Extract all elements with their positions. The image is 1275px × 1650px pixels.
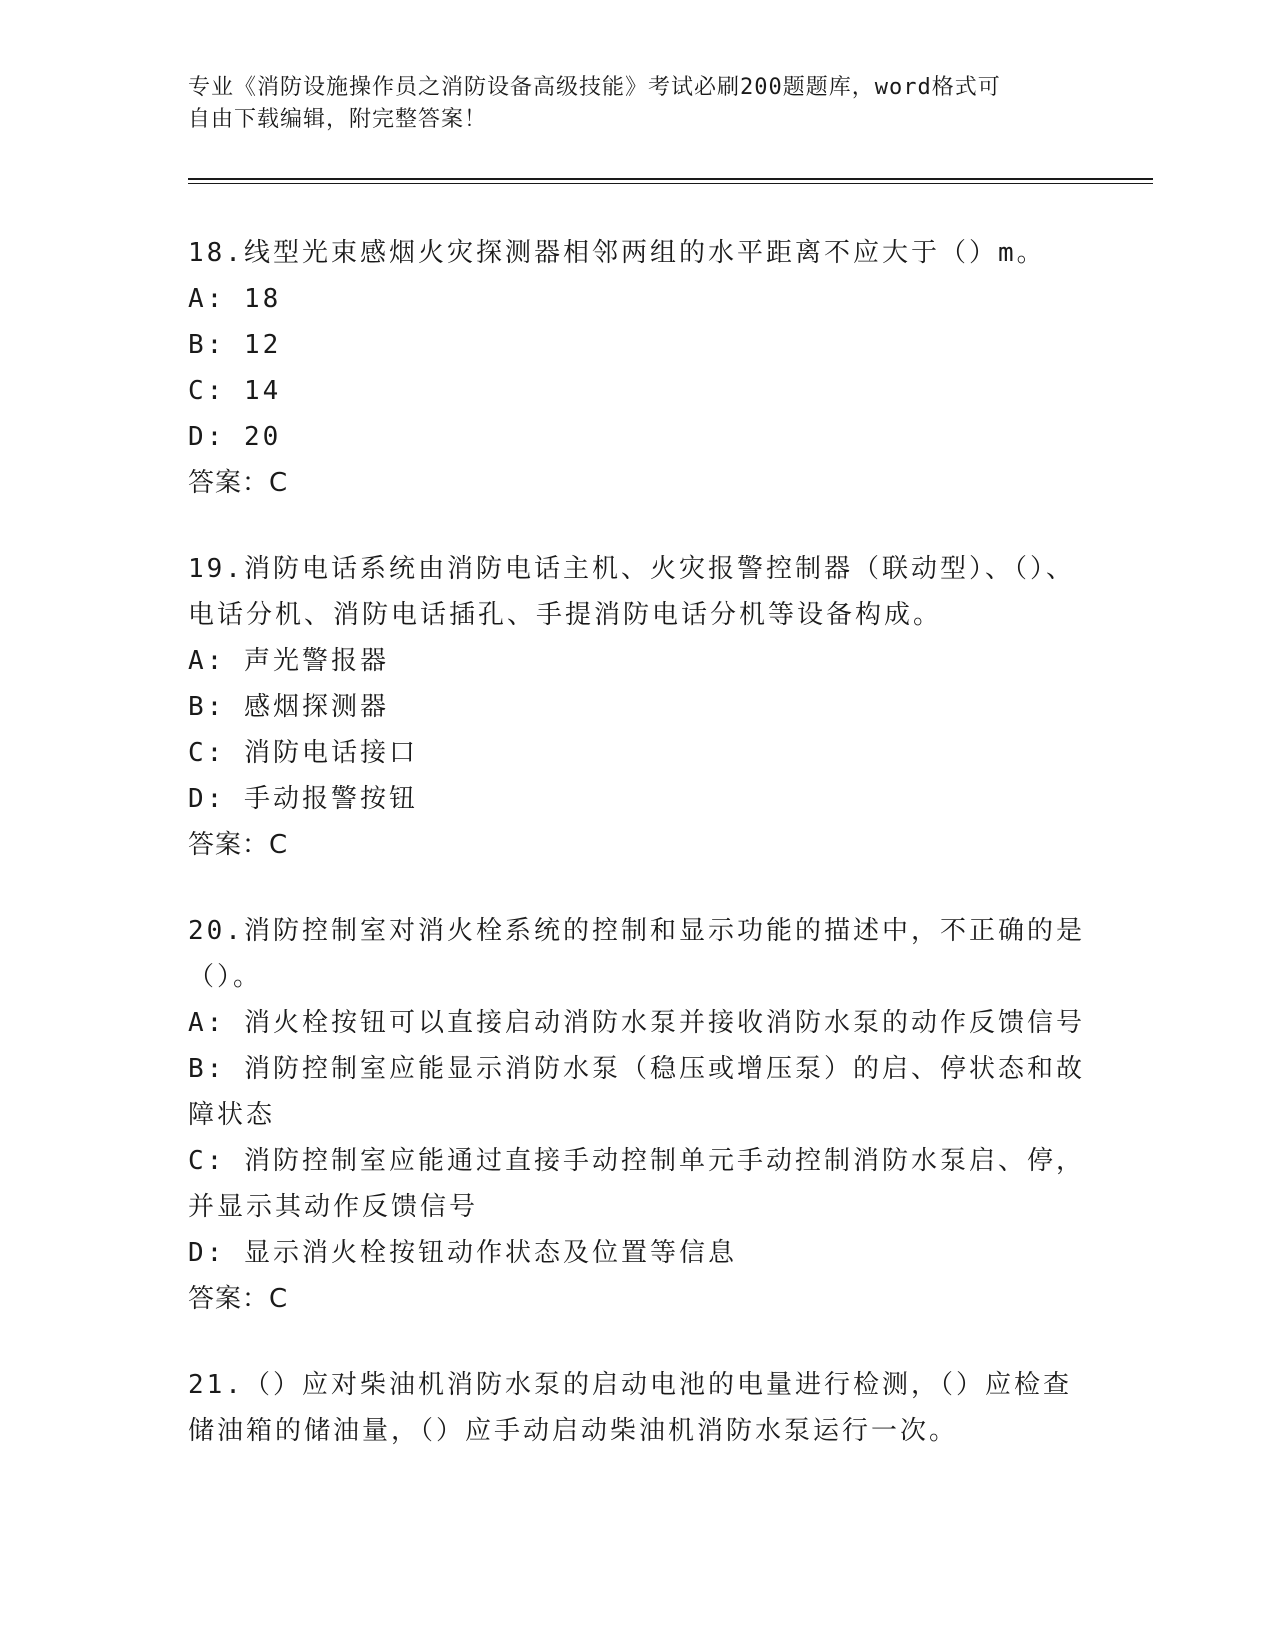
- header-line-2: 自由下载编辑，附完整答案！: [188, 107, 488, 132]
- option-a: A: 消火栓按钮可以直接启动消防水泵并接收消防水泵的动作反馈信号: [188, 1008, 1085, 1038]
- question-stem: 20.消防控制室对消火栓系统的控制和显示功能的描述中，不正确的是（）。: [188, 916, 1085, 992]
- option-c: C: 消防控制室应能通过直接手动控制单元手动控制消防水泵启、停，并显示其动作反馈信号: [188, 1146, 1085, 1222]
- option-b: B: 12: [188, 330, 282, 360]
- answer-line: 答案：C: [188, 830, 289, 860]
- question-stem: 18.线型光束感烟火灾探测器相邻两组的水平距离不应大于（）m。: [188, 238, 1046, 268]
- question-19: [188, 546, 1088, 868]
- question-20: [188, 908, 1088, 1322]
- answer-line: 答案：C: [188, 468, 289, 498]
- option-d: D: 20: [188, 422, 282, 452]
- option-d: D: 显示消火栓按钮动作状态及位置等信息: [188, 1238, 737, 1268]
- answer-line: 答案：C: [188, 1284, 289, 1314]
- option-c: C: 14: [188, 376, 282, 406]
- option-c: C: 消防电话接口: [188, 738, 418, 768]
- header-divider-thin: [188, 183, 1153, 184]
- question-list: [188, 230, 1088, 1494]
- header-divider-thick: [188, 178, 1153, 180]
- option-b: B: 消防控制室应能显示消防水泵（稳压或增压泵）的启、停状态和故障状态: [188, 1054, 1085, 1130]
- question-21: [188, 1362, 1088, 1454]
- question-stem: 21.（）应对柴油机消防水泵的启动电池的电量进行检测，（）应检查储油箱的储油量，（）应手动启动柴油机消防水泵运行一次。: [188, 1370, 1072, 1446]
- option-a: A: 18: [188, 284, 282, 314]
- document-header: [188, 72, 1068, 136]
- option-b: B: 感烟探测器: [188, 692, 389, 722]
- header-line-1: 专业《消防设施操作员之消防设备高级技能》考试必刷200题题库，word格式可: [188, 75, 1001, 100]
- question-stem: 19.消防电话系统由消防电话主机、火灾报警控制器（联动型）、（）、电话分机、消防电话插孔、手提消防电话分机等设备构成。: [188, 554, 1075, 630]
- option-d: D: 手动报警按钮: [188, 784, 418, 814]
- question-18: [188, 230, 1088, 506]
- option-a: A: 声光警报器: [188, 646, 389, 676]
